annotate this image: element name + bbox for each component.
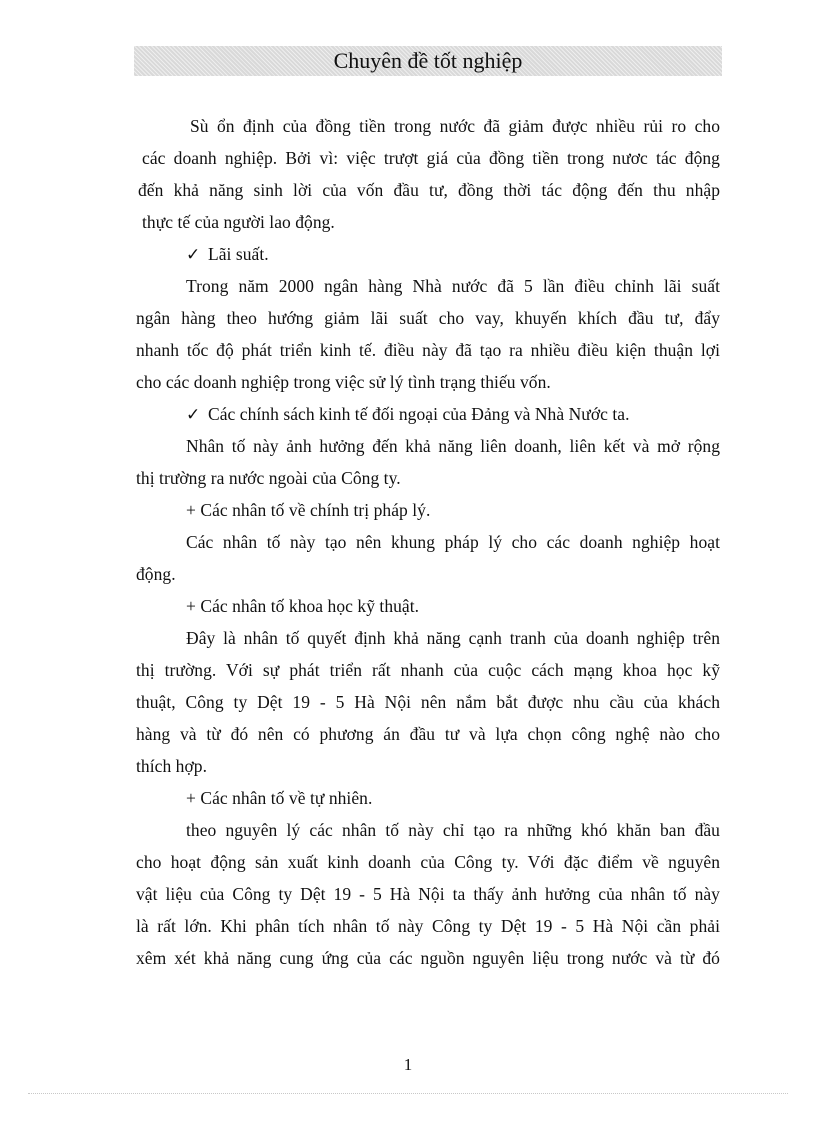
section-heading-political-legal: + Các nhân tố về chính trị pháp lý. [186, 500, 431, 520]
p6-line-1: theo nguyên lý các nhân tố này chỉ tạo ra những khó khăn ban đầu [186, 820, 720, 840]
page-bottom-divider [28, 1093, 788, 1094]
checklist-item-label: Lãi suất. [208, 244, 269, 264]
checklist-item-label: Các chính sách kinh tế đối ngoại của Đảng và Nhà Nước ta. [208, 404, 630, 424]
page-header [134, 46, 722, 76]
header-title: Chuyên đề tốt nghiệp [333, 48, 523, 73]
p4-line-1: Các nhân tố này tạo nên khung pháp lý cho các doanh nghiệp hoạt [186, 532, 720, 552]
p4-line-2: động. [136, 564, 176, 584]
p5-line-1: Đây là nhân tố quyết định khả năng cạnh tranh của doanh nghiệp trên [186, 628, 720, 648]
p3-line-2: thị trường ra nước ngoài của Công ty. [136, 468, 401, 488]
p6-line-5: xêm xét khả năng cung ứng của các nguồn nguyên liệu trong nước và từ đó [136, 948, 720, 968]
p5-line-4: hàng và từ đó nên có phương án đầu tư và lựa chọn công nghệ nào cho [136, 724, 720, 744]
checkmark-icon: ✓ [186, 405, 201, 424]
p5-line-2: thị trường. Với sự phát triển rất nhanh của cuộc cách mạng khoa học kỹ [136, 660, 720, 680]
p5-line-3: thuật, Công ty Dệt 19 - 5 Hà Nội nên nắm bắt được nhu cầu của khách [136, 692, 720, 712]
p6-line-4: là rất lớn. Khi phân tích nhân tố này Công ty Dệt 19 - 5 Hà Nội cần phải [136, 916, 720, 936]
p2-line-2: ngân hàng theo hướng giảm lãi suất cho vay, khuyến khích đầu tư, đẩy [136, 308, 720, 328]
p6-line-3: vật liệu của Công ty Dệt 19 - 5 Hà Nội ta thấy ảnh hưởng của nhân tố này [136, 884, 720, 904]
section-heading-natural: + Các nhân tố về tự nhiên. [186, 788, 373, 808]
page-number: 1 [403, 1055, 413, 1074]
p2-line-4: cho các doanh nghiệp trong việc sử lý tình trạng thiếu vốn. [136, 372, 551, 392]
checkmark-icon: ✓ [186, 245, 201, 264]
section-heading-science-tech: + Các nhân tố khoa học kỹ thuật. [186, 596, 420, 616]
checklist-item-interest [186, 243, 269, 266]
p1-line-1: Sù ổn định của đồng tiền trong nước đã giảm được nhiều rủi ro cho [190, 116, 720, 136]
p1-line-4: thực tế của người lao động. [142, 212, 335, 232]
p3-line-1: Nhân tố này ảnh hưởng đến khả năng liên doanh, liên kết và mở rộng [186, 436, 720, 456]
p5-line-5: thích hợp. [136, 756, 207, 776]
p2-line-1: Trong năm 2000 ngân hàng Nhà nước đã 5 lần điều chỉnh lãi suất [186, 276, 720, 296]
checklist-item-foreign-policy [186, 403, 630, 426]
p1-line-3: đến khả năng sinh lời của vốn đầu tư, đồng thời tác động đến thu nhập [138, 180, 720, 200]
p2-line-3: nhanh tốc độ phát triển kinh tế. điều này đã tạo ra nhiều điều kiện thuận lợi [136, 340, 720, 360]
p6-line-2: cho hoạt động sản xuất kinh doanh của Công ty. Với đặc điểm về nguyên [136, 852, 720, 872]
p1-line-2: các doanh nghiệp. Bởi vì: việc trượt giá của đồng tiền trong nươc tác động [142, 148, 720, 168]
